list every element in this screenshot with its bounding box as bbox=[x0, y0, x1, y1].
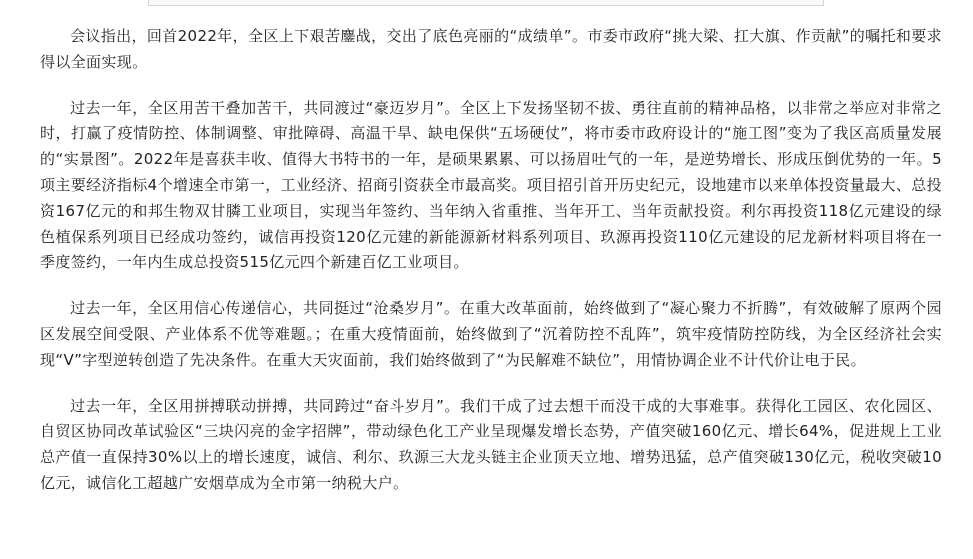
article-body bbox=[40, 24, 942, 517]
paragraph-struggle: 过去一年，全区用拼搏联动拼搏，共同跨过“奋斗岁月”。我们干成了过去想干而没干成的大事难事。获得化工园区、农化园区、自贸区协同改革试验区“三块闪亮的金字招牌”，带动绿色化工产业呈现爆发增长态势，产值突破160亿元、增长64%，促进规上工业总产值一直保持30%以上的增长速度，诚信、利尔、玖源三大龙头链主企业顶天立地、增势迅猛，总产值突破130亿元，税收突破10亿元，诚信化工超越广安烟草成为全市第一纳税大户。 bbox=[40, 396, 942, 492]
paragraph-confidence: 过去一年，全区用信心传递信心，共同挺过“沧桑岁月”。在重大改革面前，始终做到了“凝心聚力不折腾”，有效破解了原两个园区发展空间受限、产业体系不优等难题。；在重大疫情面前，始终做到了“沉着防控不乱阵”，筑牢疫情防控防线，为全区经济社会实现“V”字型逆转创造了先决条件。在重大天灾面前，我们始终做到了“为民解难不缺位”，用情协调企业不计代价让电于民。 bbox=[40, 299, 942, 369]
paragraph-hard-work: 过去一年，全区用苦干叠加苦干，共同渡过“豪迈岁月”。全区上下发扬坚韧不拔、勇往直前的精神品格，以非常之举应对非常之时，打赢了疫情防控、体制调整、审批障碍、高温干旱、缺电保供“五场硬仗”，将市委市政府设计的“施工图”变为了我区高质量发展的“实景图”。2022年是喜获丰收、值得大书特书的一年，是硕果累累、可以扬眉吐气的一年，是逆势增长、形成压倒优势的一年。5项主要经济指标4个增速全市第一，工业经济、招商引资获全市最高奖。项目招引首开历史纪元，设地建市以来单体投资量最大、总投资167亿元的和邦生物双甘膦工业项目，实现当年签约、当年纳入省重推、当年开工、当年贡献投资。利尔再投资118亿元建设的绿色植保系列项目已经成功签约，诚信再投资120亿元建的新能源新材料系列项目、玖源再投资110亿元建设的尼龙新材料项目将在一季度签约，一年内生成总投资515亿元四个新建百亿工业项目。 bbox=[40, 98, 942, 272]
top-toolbar-edge bbox=[148, 0, 824, 6]
paragraph-meeting-summary: 会议指出，回首2022年，全区上下艰苦鏖战，交出了底色亮丽的“成绩单”。市委市政府“挑大梁、扛大旗、作贡献”的嘱托和要求得以全面实现。 bbox=[40, 27, 942, 71]
